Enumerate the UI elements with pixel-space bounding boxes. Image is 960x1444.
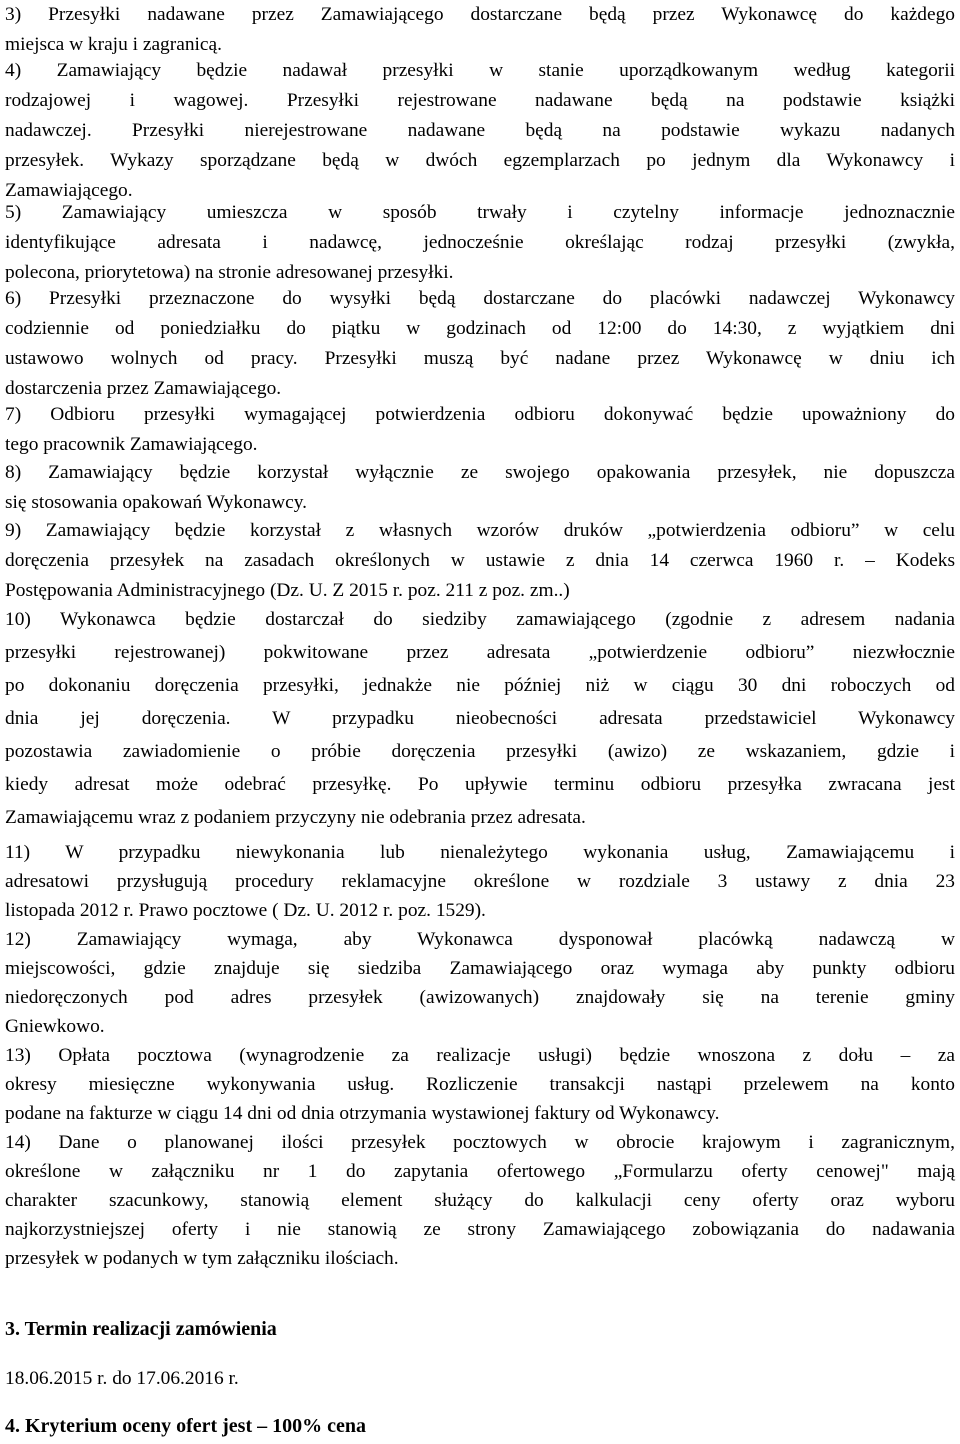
- paragraph-line: określone w załączniku nr 1 do zapytania ofertowego „Formularzu oferty cenowej" mają: [5, 1161, 955, 1182]
- paragraph-line: 7) Odbioru przesyłki wymagającej potwierdzenia odbioru dokonywać będzie upoważniony do: [5, 404, 955, 425]
- paragraph-p5: [5, 198, 955, 288]
- paragraph-line: przesyłek. Wykazy sporządzane będą w dwóch egzemplarzach po jednym dla Wykonawcy i: [5, 150, 955, 171]
- paragraph-line: 3) Przesyłki nadawane przez Zamawiającego dostarczane będą przez Wykonawcę do każdego: [5, 4, 955, 25]
- paragraph-line: 4) Zamawiający będzie nadawał przesyłki w stanie uporządkowanym według kategorii: [5, 60, 955, 81]
- paragraph-line: listopada 2012 r. Prawo pocztowe ( Dz. U. 2012 r. poz. 1529).: [5, 900, 486, 921]
- paragraph-p13: [5, 1041, 955, 1128]
- paragraph-line: okresy miesięczne wykonywania usług. Rozliczenie transakcji nastąpi przelewem na konto: [5, 1074, 955, 1095]
- paragraph-line: podane na fakturze w ciągu 14 dni od dnia otrzymania wystawionej faktury od Wykonawcy.: [5, 1103, 720, 1124]
- paragraph-line: pozostawia zawiadomienie o próbie doręczenia przesyłki (awizo) ze wskazaniem, gdzie i: [5, 741, 955, 762]
- paragraph-line: doręczenia przesyłek na zasadach określonych w ustawie z dnia 14 czerwca 1960 r. – Kodeks: [5, 550, 955, 571]
- paragraph-p4: [5, 56, 955, 206]
- paragraph-p8: [5, 458, 955, 518]
- paragraph-line: 13) Opłata pocztowa (wynagrodzenie za realizacje usługi) będzie wnoszona z dołu – za: [5, 1045, 955, 1066]
- paragraph-line: rodzajowej i wagowej. Przesyłki rejestrowane nadawane będą na podstawie książki: [5, 90, 955, 111]
- paragraph-p11: [5, 838, 955, 925]
- paragraph-line: miejsca w kraju i zagranicą.: [5, 34, 222, 55]
- paragraph-line: adresatowi przysługują procedury reklamacyjne określone w rozdziale 3 ustawy z dnia 23: [5, 871, 955, 892]
- paragraph-line: po dokonaniu doręczenia przesyłki, jednakże nie później niż w ciągu 30 dni roboczych od: [5, 675, 955, 696]
- paragraph-line: przesyłek w podanych w tym załączniku ilościach.: [5, 1248, 399, 1269]
- paragraph-p10: [5, 603, 955, 834]
- paragraph-line: 5) Zamawiający umieszcza w sposób trwały i czytelny informacje jednoznacznie: [5, 202, 955, 223]
- paragraph-line: dnia jej doręczenia. W przypadku nieobecności adresata przedstawiciel Wykonawcy: [5, 708, 955, 729]
- paragraph-p6: [5, 284, 955, 404]
- paragraph-line: Zamawiającemu wraz z podaniem przyczyny nie odebrania przez adresata.: [5, 807, 586, 828]
- paragraph-line: charakter szacunkowy, stanowią element służący do kalkulacji ceny oferty oraz wyboru: [5, 1190, 955, 1211]
- paragraph-p3: [5, 0, 955, 60]
- paragraph-line: przesyłki rejestrowanej) pokwitowane przez adresata „potwierdzenie odbioru” niezwłocznie: [5, 642, 955, 663]
- paragraph-line: polecona, priorytetowa) na stronie adresowanej przesyłki.: [5, 262, 454, 283]
- paragraph-line: codziennie od poniedziałku do piątku w godzinach od 12:00 do 14:30, z wyjątkiem dni: [5, 318, 955, 339]
- paragraph-line: dostarczenia przez Zamawiającego.: [5, 378, 282, 399]
- paragraph-p9: [5, 516, 955, 606]
- paragraph-line: nadawczej. Przesyłki nierejestrowane nadawane będą na podstawie wykazu nadanych: [5, 120, 955, 141]
- paragraph-p7: [5, 400, 955, 460]
- paragraph-p14: [5, 1128, 955, 1273]
- paragraph-line: najkorzystniejszej oferty i nie stanowią ze strony Zamawiającego zobowiązania do nadawania: [5, 1219, 955, 1240]
- paragraph-line: identyfikujące adresata i nadawcę, jednocześnie określając rodzaj przesyłki (zwykła,: [5, 232, 955, 253]
- paragraph-line: Zamawiającego.: [5, 180, 133, 201]
- paragraph-line: ustawowo wolnych od pracy. Przesyłki muszą być nadane przez Wykonawcę w dniu ich: [5, 348, 955, 369]
- paragraph-line: Gniewkowo.: [5, 1016, 105, 1037]
- paragraph-line: 9) Zamawiający będzie korzystał z własnych wzorów druków „potwierdzenia odbioru” w celu: [5, 520, 955, 541]
- paragraph-line: 11) W przypadku niewykonania lub nienależytego wykonania usług, Zamawiającemu i: [5, 842, 955, 863]
- paragraph-line: 8) Zamawiający będzie korzystał wyłącznie ze swojego opakowania przesyłek, nie dopuszcza: [5, 462, 955, 483]
- section-4-heading: 4. Kryterium oceny ofert jest – 100% cena: [5, 1415, 366, 1437]
- paragraph-line: tego pracownik Zamawiającego.: [5, 434, 258, 455]
- section-3-heading: 3. Termin realizacji zamówienia: [5, 1318, 277, 1340]
- paragraph-line: Postępowania Administracyjnego (Dz. U. Z 2015 r. poz. 211 z poz. zm..): [5, 580, 570, 601]
- paragraph-line: 6) Przesyłki przeznaczone do wysyłki będą dostarczane do placówki nadawczej Wykonawcy: [5, 288, 955, 309]
- paragraph-line: 14) Dane o planowanej ilości przesyłek pocztowych w obrocie krajowym i zagranicznym,: [5, 1132, 955, 1153]
- paragraph-p12: [5, 925, 955, 1041]
- paragraph-line: kiedy adresat może odebrać przesyłkę. Po upływie terminu odbioru przesyłka zwracana jest: [5, 774, 955, 795]
- paragraph-line: niedoręczonych pod adres przesyłek (awizowanych) znajdowały się na terenie gminy: [5, 987, 955, 1008]
- paragraph-line: miejscowości, gdzie znajduje się siedziba Zamawiającego oraz wymaga aby punkty odbioru: [5, 958, 955, 979]
- paragraph-line: się stosowania opakowań Wykonawcy.: [5, 492, 308, 513]
- paragraph-line: 10) Wykonawca będzie dostarczał do siedziby zamawiającego (zgodnie z adresem nadania: [5, 609, 955, 630]
- paragraph-line: 12) Zamawiający wymaga, aby Wykonawca dysponował placówką nadawczą w: [5, 929, 955, 950]
- section-3-dates: 18.06.2015 r. do 17.06.2016 r.: [5, 1368, 239, 1389]
